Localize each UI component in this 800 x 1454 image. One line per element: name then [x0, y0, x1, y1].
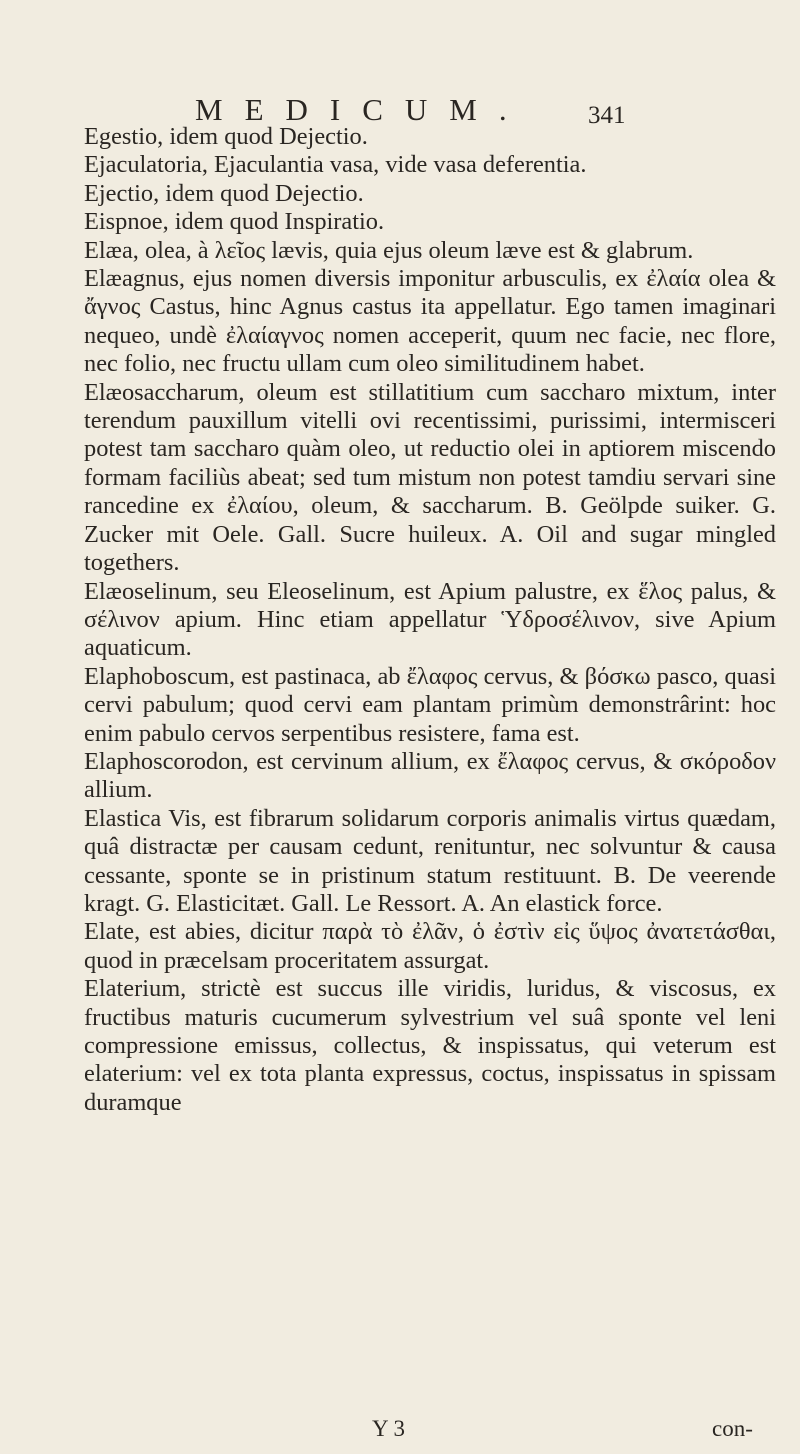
- entry-elaphoboscum: Elaphoboscum, est pastinaca, ab ἔλαφος cervus, & βόσκω pasco, quasi cervi pabulum; quod cervi eam plantam primùm demonstrârint: hoc enim pabulo cervos serpentibus resistere, fama est.: [84, 662, 776, 747]
- entry-elastica-vis: Elastica Vis, est fibrarum solidarum corporis animalis virtus quædam, quâ distractæ per causam cedunt, renituntur, nec solvuntur & causa cessante, sponte se in pristinum statum restituunt. B. De veerende kragt. G. Elasticitæt. Gall. Le Ressort. A. An elastick force.: [84, 804, 776, 917]
- signature-mark: Y 3: [372, 1416, 406, 1441]
- entry-elaeosaccharum: Elæosaccharum, oleum est stillatitium cum saccharo mixtum, inter terendum pauxillum vitelli ovi recentissimi, purissimi, intermisceri potest tam saccharo quàm oleo, ut reductio olei in aptiorem miscendo formam faciliùs abeat; sed tum mistum non potest tamdiu servari sine rancedine ex ἐλαίου, oleum, & saccharum. B. Geölpde suiker. G. Zucker mit Oele. Gall. Sucre huileux. A. Oil and sugar mingled togethers.: [84, 378, 776, 577]
- dictionary-body: [56, 123, 776, 1117]
- entry-ejectio: Ejectio, idem quod Dejectio.: [84, 179, 364, 207]
- entry-elaphoscorodon: Elaphoscorodon, est cervinum allium, ex ἔλαφος cervus, & σκόροδον allium.: [84, 747, 776, 804]
- entry-elate: Elate, est abies, dicitur παρὰ τὸ ἐλᾶν, ὁ ἐστὶν εἰς ὕψος ἀνατετάσθαι, quod in præcelsam proceritatem assurgat.: [84, 918, 776, 974]
- entry-elaea: Elæa, olea, à λεῖος lævis, quia ejus oleum læve est & glabrum.: [84, 236, 694, 264]
- entry-elaterium: Elaterium, strictè est succus ille viridis, luridus, & viscosus, ex fructibus maturis cucumerum sylvestrium vel suâ sponte vel leni compressione emissus, collectus, & inspissatus, qui veterum est elaterium: vel ex tota planta expressus, coctus, inspissatus in spissam duramque: [84, 975, 776, 1116]
- entry-elaeoselinum: Elæoselinum, seu Eleoselinum, est Apium palustre, ex ἕλος palus, & σέλινον apium. Hinc etiam appellatur Ὑδροσέλινον, sive Apium aquaticum.: [84, 577, 776, 662]
- catchword: con-: [712, 1416, 753, 1441]
- page-footer: [0, 1416, 800, 1448]
- entry-ejaculatoria: Ejaculatoria, Ejaculantia vasa, vide vasa deferentia.: [84, 151, 587, 179]
- entry-elaeagnus: Elæagnus, ejus nomen diversis imponitur arbusculis, ex ἐλαία olea & ἄγνος Castus, hinc Agnus castus ita appellatur. Ego tamen imaginari nequeo, undè ἐλαίαγνος nomen acceperit, quum nec facie, nec flore, nec folio, nec fructu ullam cum oleo similitudinem habet.: [84, 265, 776, 378]
- page-number: 341: [588, 102, 626, 129]
- running-title: MEDICUM.: [195, 92, 529, 127]
- entry-eispnoe: Eispnoe, idem quod Inspiratio.: [84, 208, 385, 236]
- entry-egestio: Egestio, idem quod Dejectio.: [84, 123, 368, 150]
